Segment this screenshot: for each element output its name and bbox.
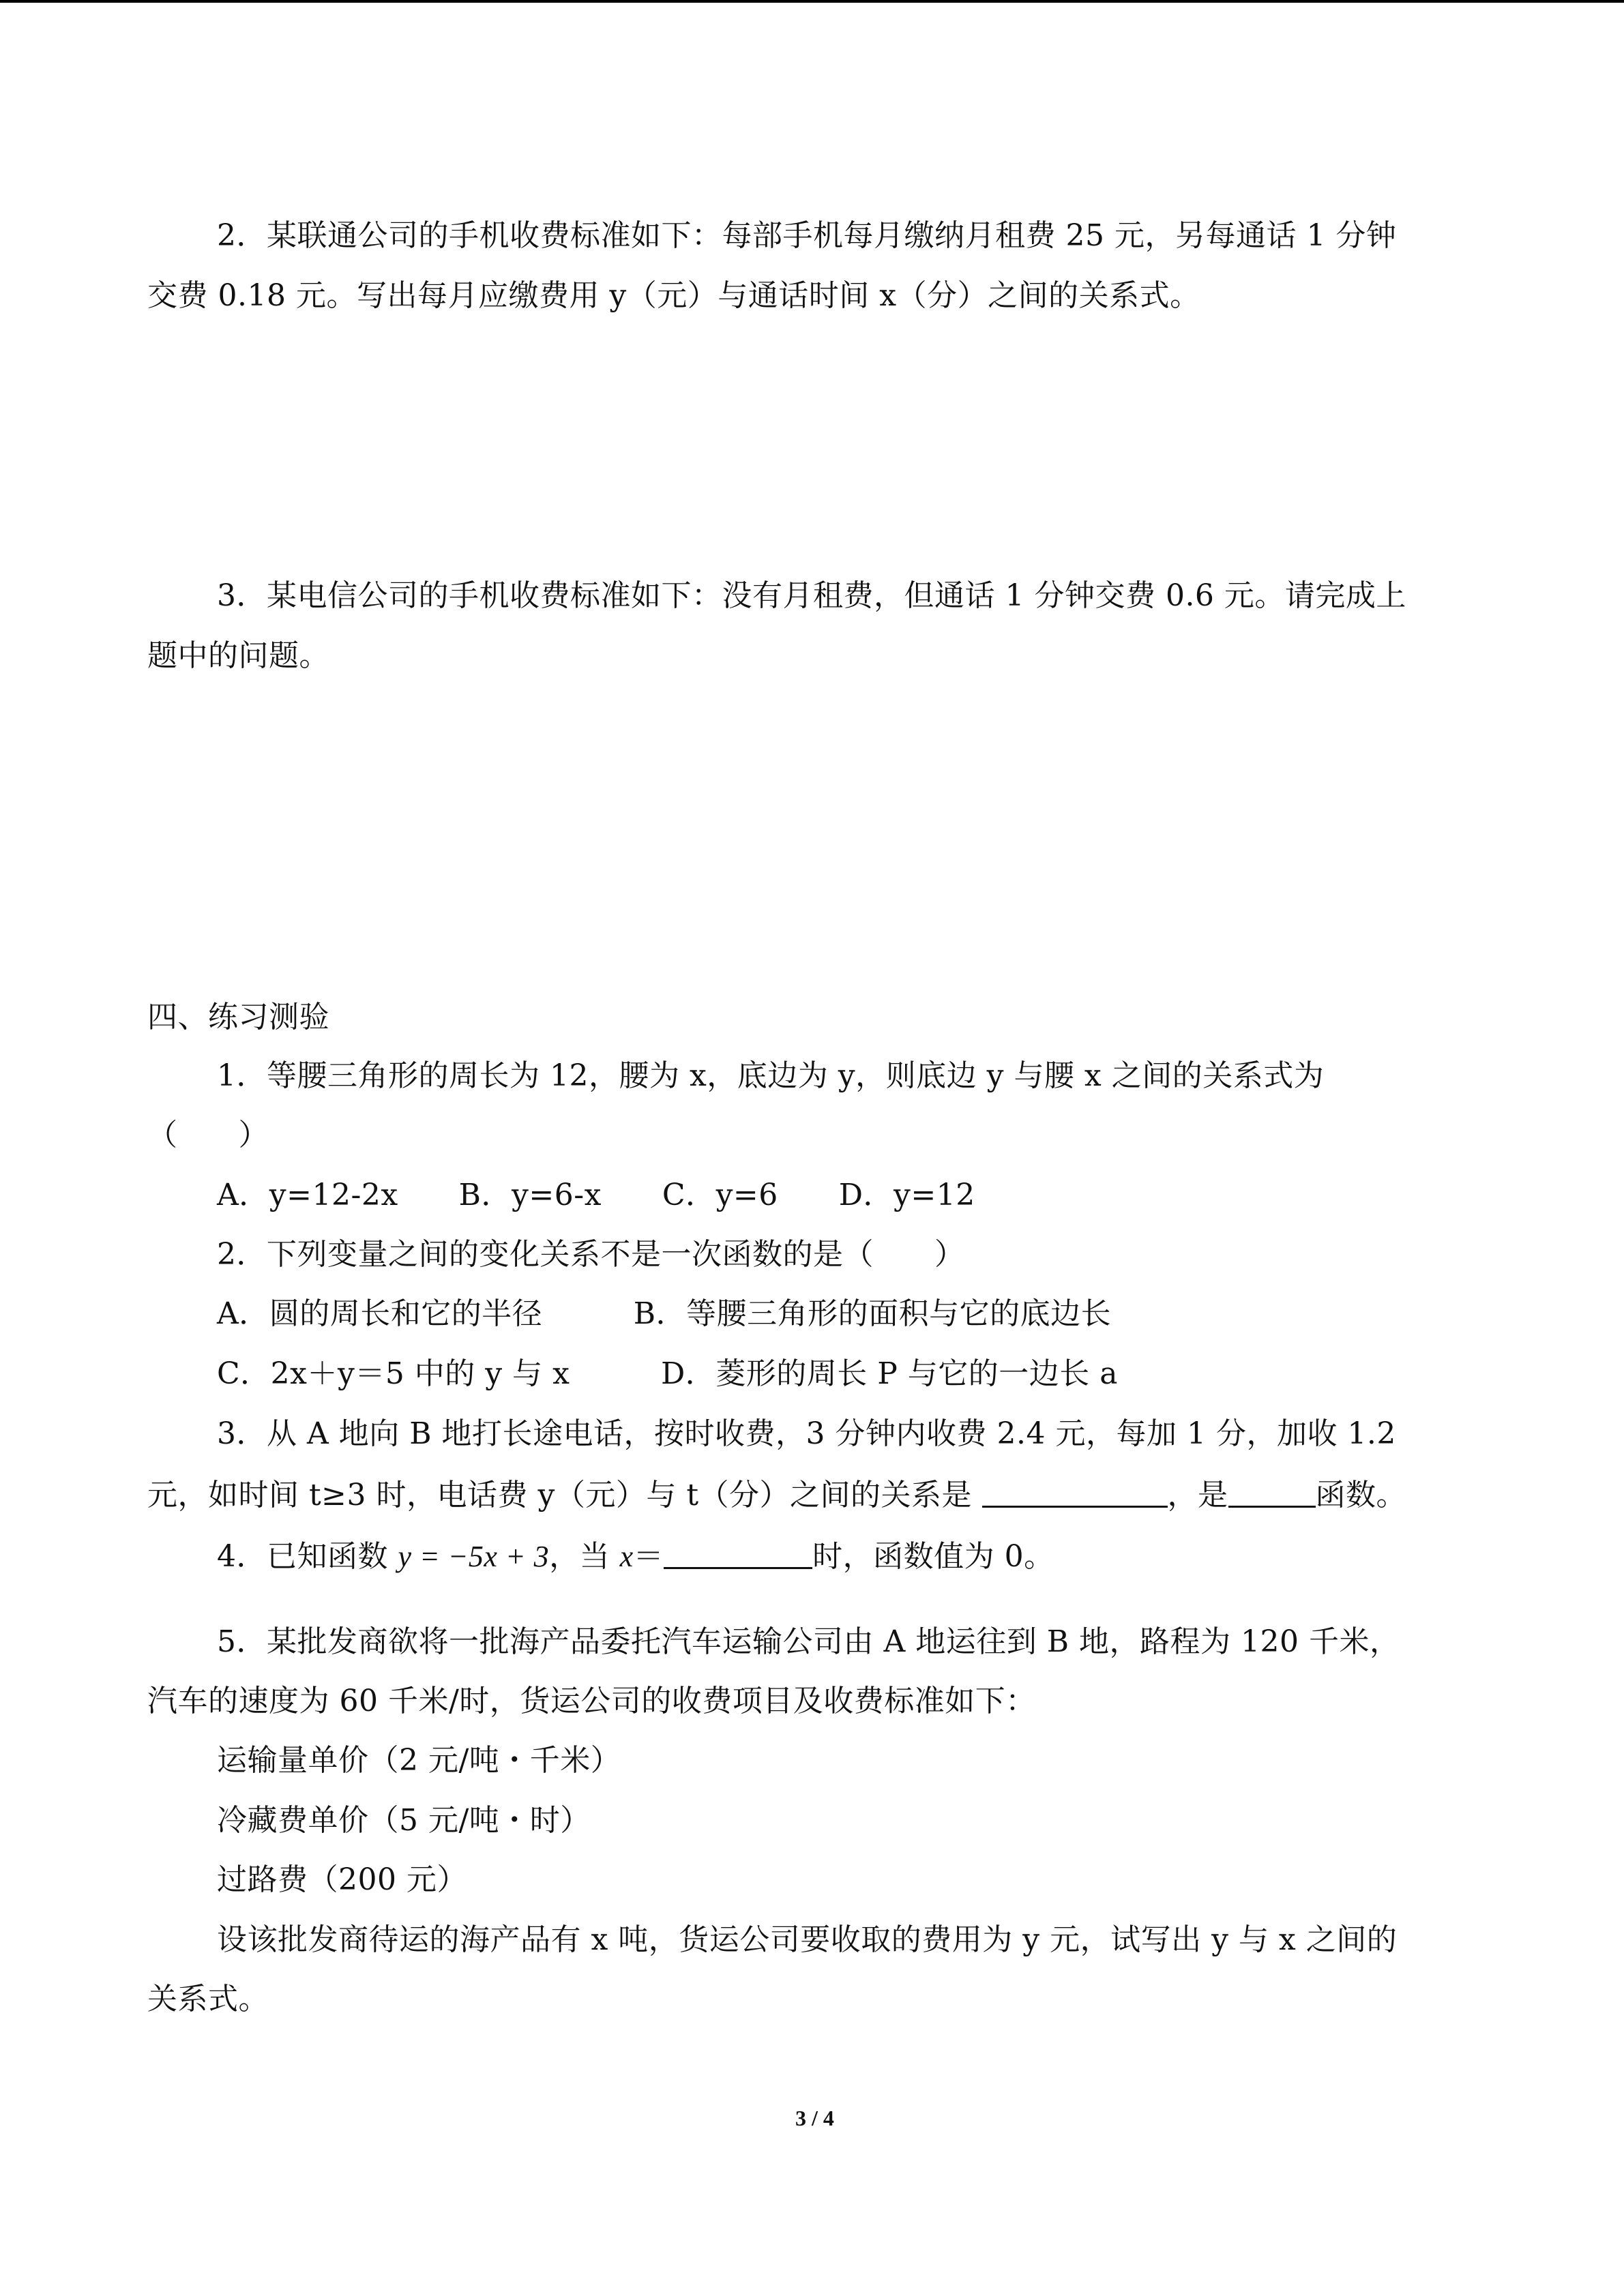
s4-q4-eq: ＝ [633, 1539, 664, 1574]
s4-q3-text-b: ，是 [1167, 1478, 1228, 1512]
s4-q1-line-2: （ ） [147, 1118, 269, 1152]
answer-blank-relation[interactable] [982, 1478, 1168, 1508]
s4-q2-stem: 2．下列变量之间的变化关系不是一次函数的是（ ） [217, 1237, 965, 1272]
s4-q4-prefix: 4．已知函数 [217, 1539, 398, 1574]
q2-line-2: 交费 0.18 元。写出每月应缴费用 y（元）与通话时间 x（分）之间的关系式。 [147, 278, 1200, 313]
s4-q5-line-4: 关系式。 [147, 1982, 269, 2016]
s4-q4-var: x [619, 1540, 634, 1573]
s4-q3-line-1: 3．从 A 地向 B 地打长途电话，按时收费，3 分钟内收费 2.4 元，每加 1 分，加收 1.2 [217, 1416, 1396, 1451]
s4-q4-mid: ，当 [549, 1539, 620, 1574]
s4-q1-line-1: 1．等腰三角形的周长为 12，腰为 x，底边为 y，则底边 y 与腰 x 之间的关系式为 [217, 1058, 1325, 1093]
answer-blank-x-value[interactable] [664, 1540, 812, 1569]
s4-q5-line-2: 汽车的速度为 60 千米/时，货运公司的收费项目及收费标准如下： [147, 1684, 1036, 1718]
s4-q2-options-2: C．2x＋y＝5 中的 y 与 x D．菱形的周长 P 与它的一边长 a [217, 1356, 1119, 1391]
s4-q4-suffix: 时，函数值为 0。 [812, 1539, 1054, 1574]
s4-q5-item-2: 冷藏费单价（5 元/吨・时） [217, 1803, 591, 1838]
s4-q3-line-2 [147, 1478, 1406, 1510]
s4-q3-text-a: 元，如时间 t≥3 时，电话费 y（元）与 t（分）之间的关系是 [147, 1478, 982, 1512]
s4-q1-options: A．y=12-2x B．y=6-x C．y=6 D．y=12 [217, 1178, 975, 1212]
answer-blank-function-type[interactable] [1228, 1478, 1316, 1508]
q3-line-1: 3．某电信公司的手机收费标准如下：没有月租费，但通话 1 分钟交费 0.6 元。请完成上 [217, 578, 1406, 613]
s4-q4-line [217, 1540, 1054, 1572]
top-border [0, 0, 1624, 3]
s4-q5-line-1: 5．某批发商欲将一批海产品委托汽车运输公司由 A 地运往到 B 地，路程为 120 千米， [217, 1624, 1400, 1659]
s4-q3-text-c: 函数。 [1315, 1478, 1407, 1512]
s4-q5-item-3: 过路费（200 元） [217, 1862, 467, 1897]
q3-line-2: 题中的问题。 [147, 638, 329, 673]
s4-q4-formula: y = −5x + 3 [398, 1540, 550, 1573]
s4-q5-line-3: 设该批发商待运的海产品有 x 吨，货运公司要收取的费用为 y 元，试写出 y 与 x 之间的 [217, 1922, 1398, 1957]
page-number: 3 / 4 [795, 2106, 834, 2130]
s4-q2-options-1: A．圆的周长和它的半径 B．等腰三角形的面积与它的底边长 [217, 1296, 1112, 1331]
q2-line-1: 2．某联通公司的手机收费标准如下：每部手机每月缴纳月租费 25 元，另每通话 1 分钟 [217, 218, 1397, 253]
s4-q5-item-1: 运输量单价（2 元/吨・千米） [217, 1743, 621, 1778]
section-title: 四、练习测验 [147, 1000, 329, 1034]
